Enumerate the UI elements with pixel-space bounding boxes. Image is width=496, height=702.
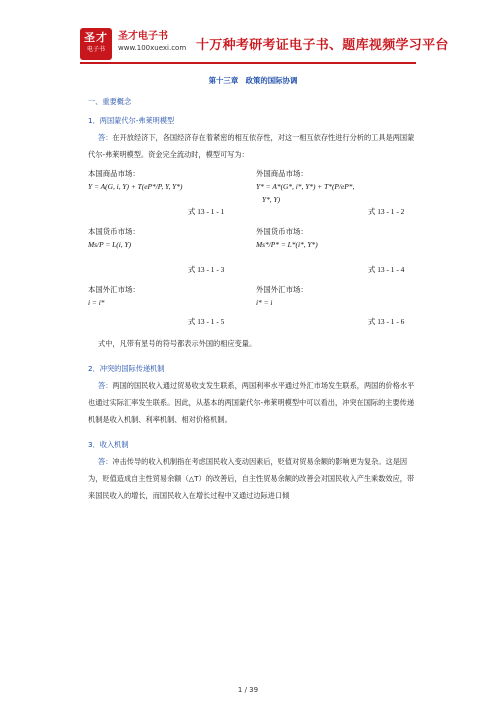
item-title: 3．收入机制 (88, 440, 129, 449)
equation-note: 式中，凡带有星号的符号都表示外国的相应变量。 (98, 339, 257, 348)
equation-home-goods (88, 167, 182, 193)
equation-number: 式 13 - 1 - 4 (368, 265, 405, 274)
brand-block (118, 31, 186, 53)
brand-logo (80, 28, 112, 60)
equation-home-fx (88, 283, 140, 309)
item-title: 1．两国蒙代尔-弗莱明模型 (88, 116, 175, 125)
equation-label: 外国外汇市场： (256, 285, 308, 294)
item-title: 2．冲突的国际传递机制 (88, 364, 165, 373)
answer-text: 两国的国民收入通过贸易收支发生联系，两国利率水平通过外汇市场发生联系，两国的价格水平也通过实际汇率发生联系。因此，从基本的两国蒙代尔-弗莱明模型中可以看出，冲突在国际的主要传递机制是收入机制、利率机制、相对价格机制。 (88, 381, 415, 424)
equation-number: 式 13 - 1 - 3 (188, 265, 225, 274)
equation-formula: Ms*/P* = L*(i*, Y*) (256, 240, 318, 249)
equation-formula-cont: Y*, Y) (262, 195, 281, 204)
equation-home-money (88, 225, 140, 251)
equation-foreign-money (256, 225, 318, 251)
header-slogan: 十万种考研考证电子书、题库视频学习平台 (196, 38, 449, 53)
equation-label: 外国商品市场： (256, 169, 308, 178)
answer-label: 答： (98, 133, 113, 142)
equation-formula: i = i* (88, 298, 105, 307)
equation-label: 外国货币市场： (256, 227, 308, 236)
item-answer (88, 129, 418, 163)
equation-foreign-goods (256, 167, 354, 206)
equation-foreign-fx (256, 283, 308, 309)
equation-number: 式 13 - 1 - 2 (368, 207, 405, 216)
answer-text: 冲击传导的收入机制指在考虑国民收入变动因素后，贬值对贸易余额的影响更为复杂。这是因为，贬值造成自主性贸易余额（△T）的改善后，自主性贸易余额的改善会对国民收入产生乘数效应，带来国民收入的增长，而国民收入在增长过程中又通过边际进口倾 (88, 457, 415, 500)
item-answer (88, 453, 418, 504)
equation-label: 本国外汇市场： (88, 285, 140, 294)
equation-formula: i* = i (256, 298, 273, 307)
brand-name: 圣才电子书 (118, 31, 168, 42)
answer-label: 答： (98, 381, 113, 390)
answer-text: 在开放经济下，各国经济存在着紧密的相互依存性，对这一相互依存性进行分析的工具是两国蒙代尔-弗莱明模型。资金完全流动时，模型可写为： (88, 133, 415, 159)
equation-number: 式 13 - 1 - 5 (188, 317, 225, 326)
equation-formula: Ms/P = L(i, Y) (88, 240, 132, 249)
equation-label: 本国货币市场： (88, 227, 140, 236)
equation-number: 式 13 - 1 - 1 (188, 207, 225, 216)
equation-block (88, 165, 418, 335)
page-header (0, 0, 496, 64)
equation-number: 式 13 - 1 - 6 (368, 317, 405, 326)
answer-label: 答： (98, 457, 113, 466)
document-body (88, 66, 418, 504)
logo-bottom-text: 电子书 (86, 46, 105, 53)
brand-url[interactable]: www.100xuexi.com (118, 44, 187, 52)
item-answer (88, 377, 418, 428)
chapter-title: 第十三章 政策的国际协调 (208, 76, 298, 85)
header-divider (80, 62, 416, 64)
logo-top-text: 圣才 (84, 31, 108, 44)
equation-label: 本国商品市场： (88, 169, 140, 178)
equation-formula: Y = A(G, i, Y) + T(eP*/P, Y, Y*) (88, 182, 183, 191)
page-number: 1 / 39 (237, 686, 259, 694)
section-heading: 一、重要概念 (88, 97, 132, 106)
equation-formula: Y* = A*(G*, i*, Y*) + T*(P/eP*, (256, 182, 355, 191)
